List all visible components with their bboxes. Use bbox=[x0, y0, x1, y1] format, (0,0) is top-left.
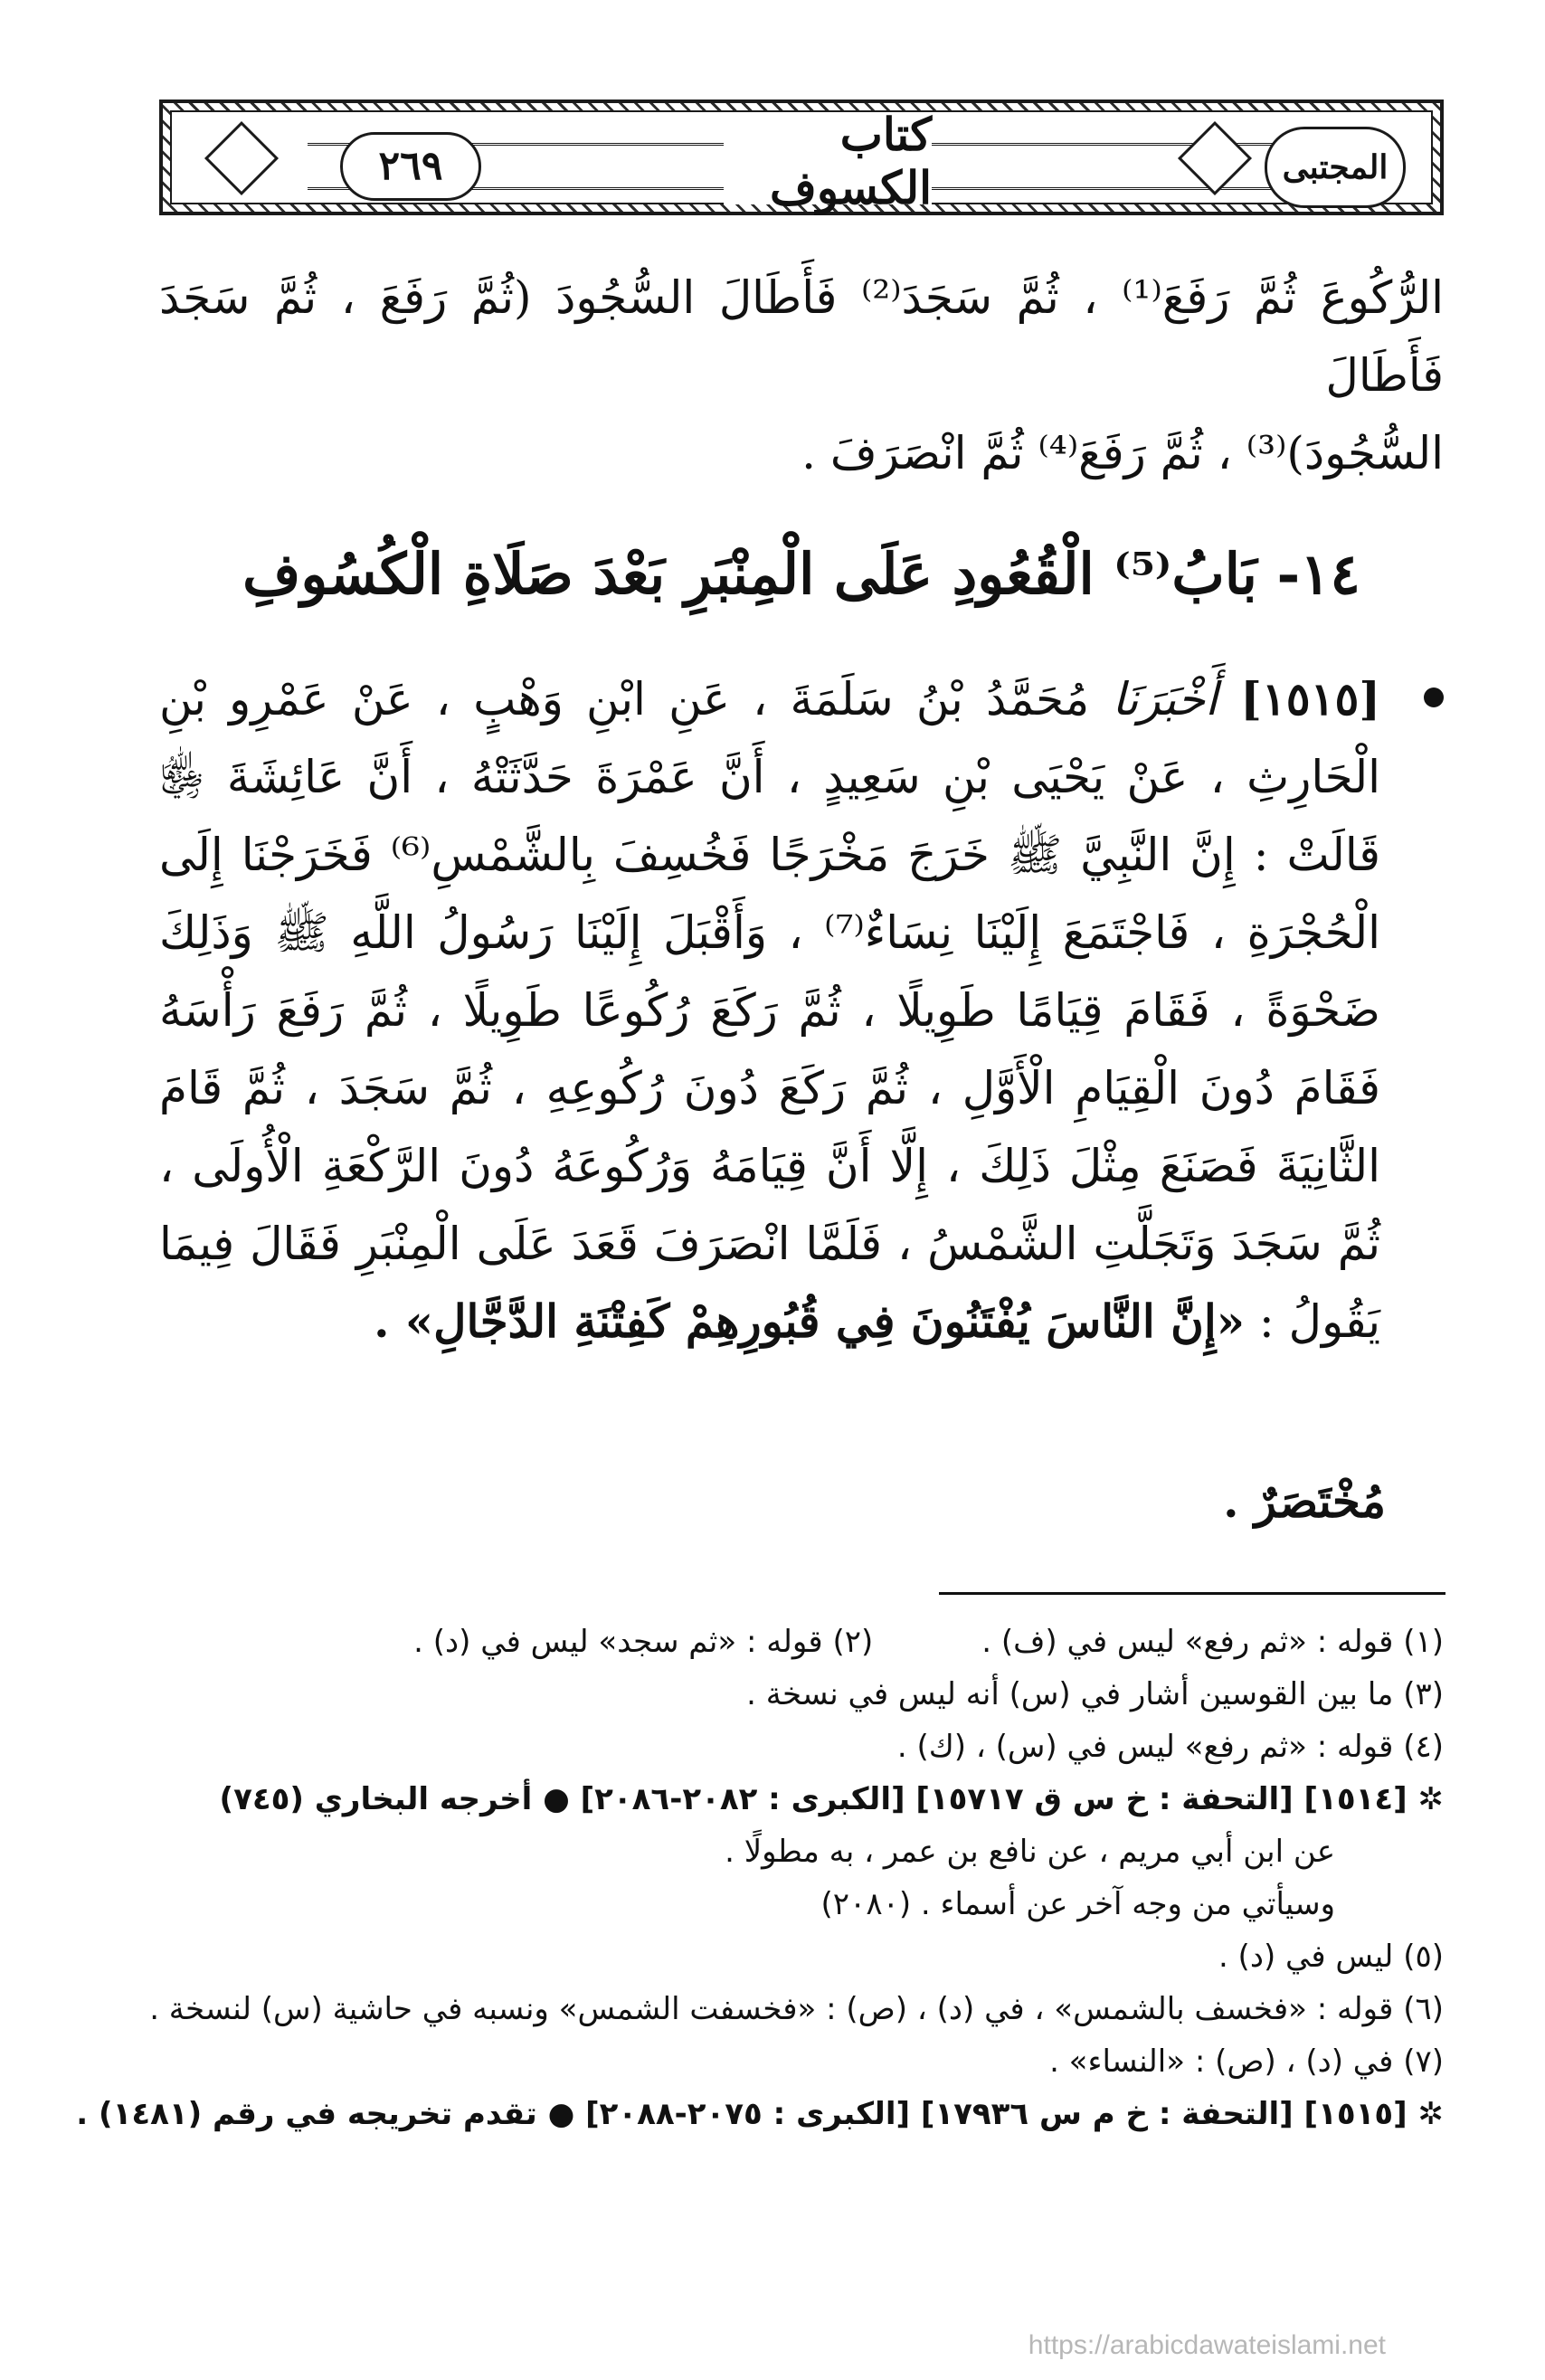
takhrij-1514-continuation: عن ابن أبي مريم ، عن نافع بن عمر ، به مطولًا . bbox=[725, 1834, 1335, 1870]
takhrij-1515-text: [١٥١٥] [التحفة : خ م س ١٧٩٣٦] [الكبرى : ٢٠٧٥-٢٠٨٨] ● تقدم تخريجه في رقم (١٤٨١) . bbox=[76, 2096, 1408, 2132]
hadith-akhbarana: أَخْبَرَنَا bbox=[1112, 673, 1218, 725]
takhrij-1514-continuation: وسيأتي من وجه آخر عن أسماء . (٢٠٨٠) bbox=[820, 1886, 1335, 1922]
takhrij-marker-icon: ✲ bbox=[1417, 2096, 1444, 2132]
hadith-paragraph bbox=[159, 660, 1444, 1438]
series-logo: المجتبى bbox=[1265, 127, 1406, 208]
footnote-divider bbox=[939, 1592, 1445, 1595]
takhrij-marker-icon: ✲ bbox=[1417, 1781, 1444, 1817]
hadith-number: [١٥١٥] bbox=[1240, 672, 1380, 725]
bullet-icon bbox=[1424, 687, 1444, 707]
hadith-body: مُحَمَّدُ بْنُ سَلَمَةَ ، عَنِ ابْنِ وَهْبٍ ، عَنْ عَمْرِو بْنِ الْحَارِثِ ، عَنْ يَحْيَى بْنِ سَعِيدٍ ، أَنَّ عَمْرَةَ حَدَّثَتْهُ ، أَنَّ عَائِشَةَ ﵂ قَالَتْ : إِنَّ النَّبِيَّ ﷺ خَرَجَ مَخْرَجًا فَخُسِفَ بِالشَّمْسِ⁽⁶⁾ فَخَرَجْنَا إِلَى الْحُجْرَةِ ، فَاجْتَمَعَ إِلَيْنَا نِسَاءٌ⁽⁷⁾ ، وَأَقْبَلَ إِلَيْنَا رَسُولُ اللَّهِ ﷺ وَذَلِكَ ضَحْوَةً ، فَقَامَ قِيَامًا طَوِيلًا ، ثُمَّ رَكَعَ رُكُوعًا طَوِيلًا ، ثُمَّ رَفَعَ رَأْسَهُ فَقَامَ دُونَ الْقِيَامِ الْأَوَّلِ ، ثُمَّ رَكَعَ دُونَ رُكُوعِهِ ، ثُمَّ سَجَدَ ، ثُمَّ قَامَ الثَّانِيَةَ فَصَنَعَ مِثْلَ ذَلِكَ ، إِلَّا أَنَّ قِيَامَهُ وَرُكُوعَهُ دُونَ الرَّكْعَةِ الْأُولَى ، ثُمَّ سَجَدَ وَتَجَلَّتِ الشَّمْسُ ، فَلَمَّا انْصَرَفَ قَعَدَ عَلَى الْمِنْبَرِ فَقَالَ فِيمَا يَقُولُ : bbox=[159, 673, 1381, 1348]
takhrij-1514 bbox=[159, 1773, 1444, 1825]
footnote-1: (١) قوله : «ثم رفع» ليس في (ف) . bbox=[981, 1624, 1444, 1660]
footnote-2: (٢) قوله : «ثم سجد» ليس في (د) . bbox=[413, 1624, 874, 1660]
left-ornament-icon bbox=[204, 121, 279, 195]
book-title: كتاب الكسوف bbox=[724, 118, 932, 204]
takhrij-1514-text: [١٥١٤] [التحفة : خ س ق ١٥٧١٧] [الكبرى : ٢٠٨٢-٢٠٨٦] ● أخرجه البخاري (٧٤٥) bbox=[219, 1781, 1408, 1817]
takhrij-1515 bbox=[76, 2088, 1444, 2140]
intro-line: الرُّكُوعَ ثُمَّ رَفَعَ⁽¹⁾ ، ثُمَّ سَجَدَ⁽²⁾ فَأَطَالَ السُّجُودَ (ثُمَّ رَفَعَ ، ثُمَّ سَجَدَ فَأَطَالَ bbox=[159, 271, 1444, 402]
footnote-5: (٥) ليس في (د) . bbox=[1218, 1939, 1444, 1975]
header-inner-panel bbox=[170, 108, 1433, 214]
footnote-row bbox=[159, 1616, 1444, 1668]
footnote-7: (٧) في (د) ، (ص) : «النساء» . bbox=[1049, 2043, 1444, 2080]
watermark-url: https://arabicdawateislami.net bbox=[1028, 2330, 1386, 2360]
page-number: ٢٦٩ bbox=[340, 132, 481, 201]
footnote-3: (٣) ما بين القوسين أشار في (س) أنه ليس في نسخة . bbox=[746, 1676, 1444, 1712]
footnote-6: (٦) قوله : «فخسف بالشمس» ، في (د) ، (ص) : «فخسفت الشمس» ونسبه في حاشية (س) لنسخة . bbox=[149, 1991, 1444, 2027]
intro-line: السُّجُودَ)⁽³⁾ ، ثُمَّ رَفَعَ⁽⁴⁾ ثُمَّ انْصَرَفَ . bbox=[801, 427, 1444, 479]
intro-paragraph bbox=[159, 259, 1444, 479]
prophetic-saying: «إِنَّ النَّاسَ يُفْتَنُونَ فِي قُبُورِهِمْ كَفِتْنَةِ الدَّجَّالِ» . bbox=[374, 1294, 1245, 1348]
footnotes-section bbox=[76, 1616, 1444, 2140]
mukhtasar-note: مُخْتَصَرٌ . bbox=[1223, 1474, 1386, 1528]
footnote-4: (٤) قوله : «ثم رفع» ليس في (س) ، (ك) . bbox=[896, 1729, 1444, 1765]
chapter-heading: ١٤- بَابُ⁽⁵⁾ الْقُعُودِ عَلَى الْمِنْبَرِ بَعْدَ صَلَاةِ الْكُسُوفِ bbox=[242, 541, 1360, 607]
page-header-frame bbox=[159, 100, 1444, 215]
